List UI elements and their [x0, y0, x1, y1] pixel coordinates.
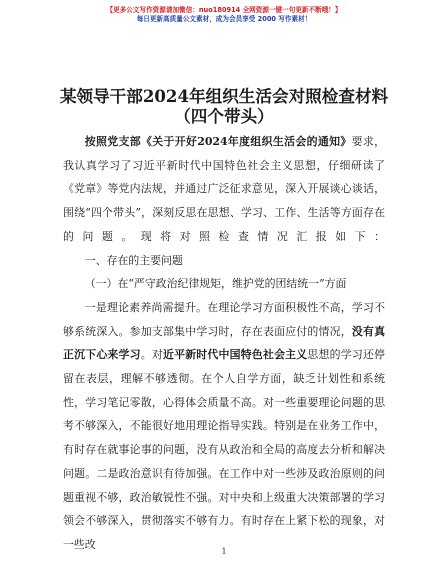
subsection-heading-1: （一）在“严守政治纪律规矩，维护党的团结统一”方面 [84, 277, 347, 291]
promo-banner [0, 6, 448, 24]
intro-bold-text: 按照党支部《关于开好2024年度组织生活会的通知》 [84, 135, 352, 148]
body-paragraph-1-bold-2: 近平新时代中国特色社会主义 [162, 348, 308, 362]
section-heading-1: 一、存在的主要问题 [84, 253, 183, 267]
page-number: 1 [221, 547, 227, 556]
body-paragraph-1-bold-1: 没有真正沉下心来学习 [63, 324, 385, 362]
promo-banner-line-2: 每日更新高质量公文素材，成为会员享受 2000 写作素材！ [136, 15, 312, 23]
body-paragraph-1-part-1: 一是理论素养尚需提升。在理论学习方面积极性不高，学习不够系统深入。参加支部集中学习时，存在表面应付的情况， [63, 300, 385, 338]
body-paragraph-1-part-3: 思想的学习还停留在表层，理解不够透彻。在个人自学方面，缺乏计划性和系统性，学习笔记零散，心得体会质量不高。对一些重要理论问题的思考不够深入，不能很好地用理论指导实践。特别是在业务工作中，有时存在就事论事的问题，没有从政治和全局的高度去分析和解决问题。二是政治意识有待加强。在工作中对一些涉及政治原则的问题重视不够，政治敏锐性不强。对中央和上级重大决策部署的学习领会不够深入，贯彻落实不够有力。有时存在上紧下松的现象，对一些改 [63, 348, 385, 551]
document-body [63, 130, 385, 557]
title-block [0, 86, 448, 126]
document-subtitle: （四个带头） [174, 106, 274, 126]
body-paragraph-1-part-2: 。对 [140, 348, 163, 362]
document-title: 某领导干部2024年组织生活会对照检查材料 [59, 86, 389, 106]
promo-banner-line-1: 【更多公文写作资源请加微信：nuo180914 全网资源一键一句更新不断哦！】 [106, 6, 342, 14]
intro-text: 要求，我认真学习了习近平新时代中国特色社会主义思想，仔细研读了《党章》等党内法规，并通过广泛征求意见，深入开展谈心谈话，围绕“四个带头”，深刻反思在思想、学习、工作、生活等方面存在的问题。现将对照检查情况汇报如下： [63, 135, 385, 243]
intro-paragraph [63, 130, 385, 249]
body-paragraph-1 [63, 296, 385, 557]
